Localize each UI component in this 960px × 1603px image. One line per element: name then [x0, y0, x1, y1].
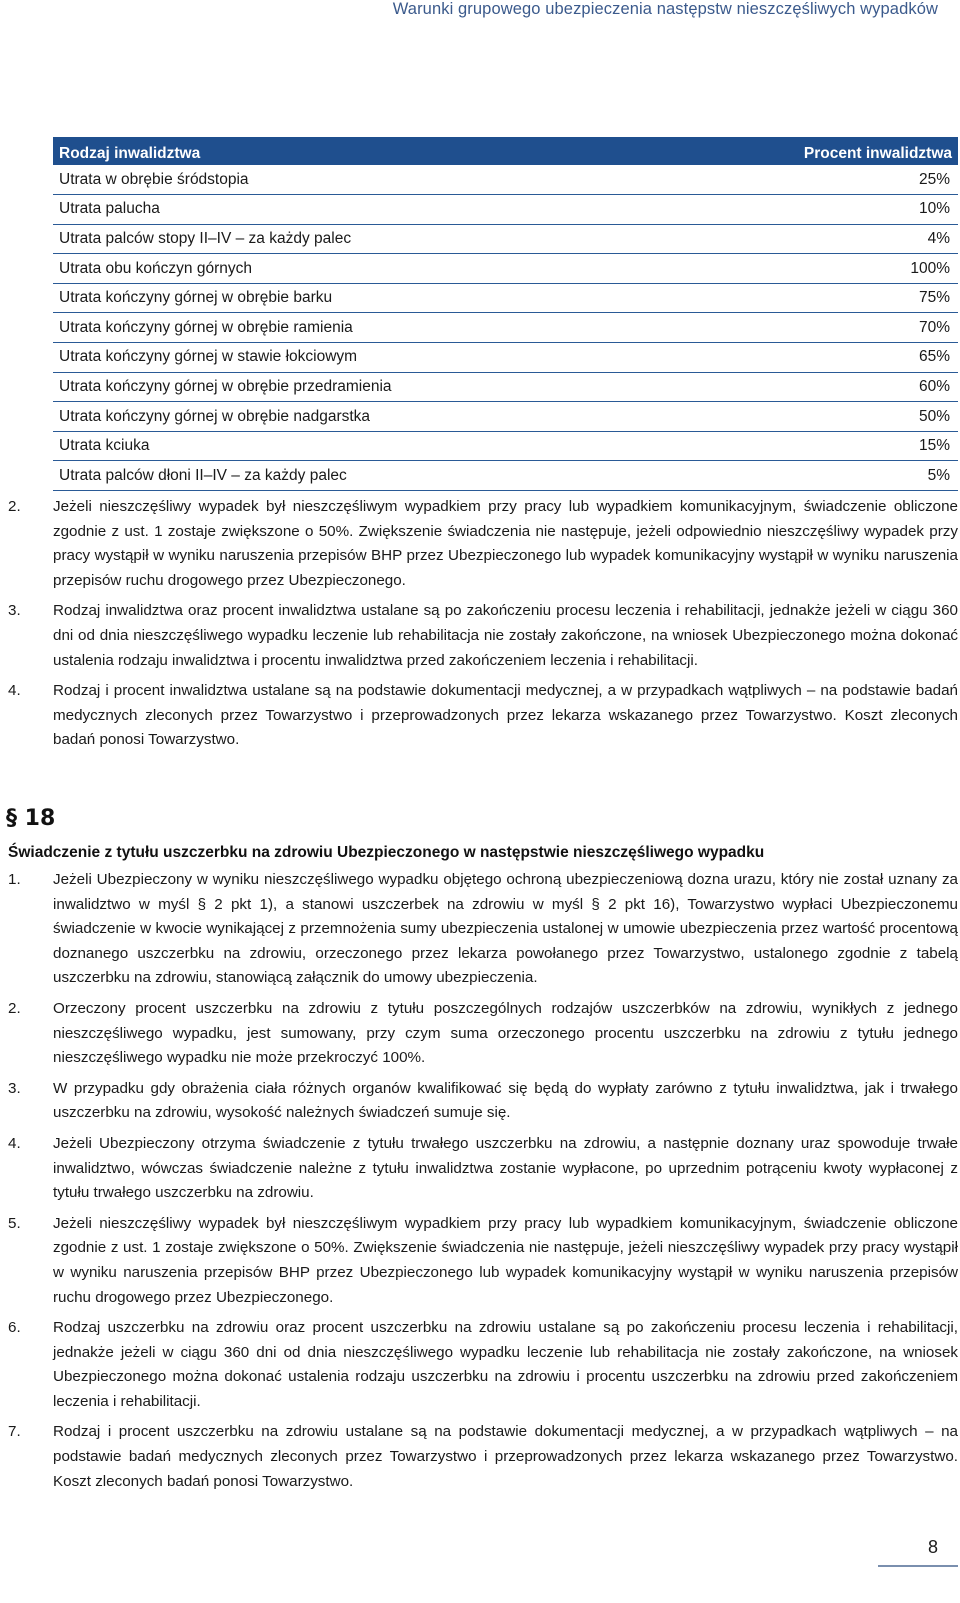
item-number: 2. — [8, 999, 21, 1017]
invalidity-percent-cell: 50% — [667, 402, 958, 432]
list-item — [8, 679, 958, 753]
table-row — [53, 195, 958, 225]
invalidity-type-cell: Utrata palucha — [53, 195, 667, 225]
item-text: Rodzaj i procent uszczerbku na zdrowiu ustalane są na podstawie dokumentacji medycznej, a w przypadkach wątpliwych – na podstawie badań medycznych zleconych przez Towarzystwo i przeprowadzonych przez lekarza wskazanego przez Towarzystwo. Koszt zleconych badań ponosi Towarzystwo. — [53, 1423, 958, 1490]
item-number: 5. — [8, 1214, 21, 1232]
item-text: Jeżeli Ubezpieczony w wyniku nieszczęśliwego wypadku objętego ochroną ubezpieczeniową dozna urazu, który nie został uznany za inwalidztwo w myśl § 2 pkt 1), a stanowi uszczerbek na zdrowiu w myśl § 2 pkt 16), Towarzystwo wypłaci Ubezpieczonemu świadczenie w kwocie wynikającej z przemnożenia sumy ubezpieczenia ustalonej w umowie ubezpieczenia przez wartość procentową doznanego uszczerbku na zdrowiu, orzeczonego przez lekarza powołanego przez Towarzystwo, ustalonego zgodnie z tabelą uszczerbku na zdrowiu, stanowiącą załącznik do umowy ubezpieczenia. — [53, 871, 958, 987]
table-row — [53, 224, 958, 254]
list-item — [8, 1212, 958, 1310]
invalidity-percent-cell: 4% — [667, 224, 958, 254]
item-number: 3. — [8, 602, 21, 620]
item-number: 6. — [8, 1319, 21, 1337]
item-number: 3. — [8, 1079, 21, 1097]
list-item — [8, 868, 958, 991]
table-row — [53, 402, 958, 432]
section-mark: § 18 — [6, 806, 56, 831]
invalidity-type-cell: Utrata kończyny górnej w obrębie nadgarstka — [53, 402, 667, 432]
table-row — [53, 313, 958, 343]
table-row — [53, 343, 958, 373]
table-row — [53, 165, 958, 195]
page-number: 8 — [927, 1537, 938, 1557]
table-row — [53, 283, 958, 313]
invalidity-percent-cell: 60% — [667, 372, 958, 402]
invalidity-percent-cell: 25% — [667, 165, 958, 195]
list-item — [8, 599, 958, 673]
invalidity-type-cell: Utrata kończyny górnej w obrębie ramienia — [53, 313, 667, 343]
table-header-row — [53, 137, 958, 165]
table-row — [53, 431, 958, 461]
invalidity-percent-cell: 15% — [667, 431, 958, 461]
list-item — [8, 1420, 958, 1494]
invalidity-table — [53, 137, 958, 491]
running-header: Warunki grupowego ubezpieczenia następstw nieszczęśliwych wypadków — [392, 0, 938, 18]
table-row — [53, 461, 958, 491]
invalidity-type-cell: Utrata kończyny górnej w obrębie barku — [53, 283, 667, 313]
item-text: Orzeczony procent uszczerbku na zdrowiu z tytułu poszczególnych rodzajów uszczerbków na zdrowiu, wynikłych z jednego nieszczęśliwego wypadku, jest sumowany, przy czym suma orzeczonego procentu uszczerbku na zdrowiu z tytułu jednego nieszczęśliwego wypadku nie może przekroczyć 100%. — [53, 999, 958, 1067]
item-text: W przypadku gdy obrażenia ciała różnych organów kwalifikować się będą do wypłaty zarówno z tytułu inwalidztwa, jak i trwałego uszczerbku na zdrowiu, wysokość należnych świadczeń sumuje się. — [53, 1079, 958, 1122]
list-item — [8, 1316, 958, 1414]
invalidity-percent-cell: 5% — [667, 461, 958, 491]
page-number-rule — [878, 1565, 958, 1567]
invalidity-type-cell: Utrata kciuka — [53, 431, 667, 461]
item-text: Rodzaj inwalidztwa oraz procent inwalidztwa ustalane są po zakończeniu procesu leczenia i rehabilitacji, jednakże jeżeli w ciągu 360 dni od dnia nieszczęśliwego wypadku leczenie lub rehabilitacja nie zostały zakończone, na wniosek Ubezpieczonego można dokonać ustalenia rodzaju inwalidztwa i procentu inwalidztwa przed zakończeniem leczenia i rehabilitacji. — [53, 602, 958, 669]
item-text: Rodzaj i procent inwalidztwa ustalane są na podstawie dokumentacji medycznej, a w przypadkach wątpliwych – na podstawie badań medycznych zleconych przez Towarzystwo i przeprowadzonych przez lekarza wskazanego przez Towarzystwo. Koszt zleconych badań ponosi Towarzystwo. — [53, 682, 958, 749]
invalidity-percent-cell: 70% — [667, 313, 958, 343]
list-item — [8, 1077, 958, 1126]
invalidity-percent-cell: 75% — [667, 283, 958, 313]
invalidity-type-cell: Utrata kończyny górnej w stawie łokciowym — [53, 343, 667, 373]
invalidity-percent-cell: 65% — [667, 343, 958, 373]
item-number: 4. — [8, 682, 21, 700]
paragraph-list-s17 — [8, 495, 958, 759]
invalidity-percent-cell: 100% — [667, 254, 958, 284]
column-header-type: Rodzaj inwalidztwa — [53, 137, 667, 165]
table-row — [53, 254, 958, 284]
item-number: 4. — [8, 1134, 21, 1152]
invalidity-type-cell: Utrata w obrębie śródstopia — [53, 165, 667, 195]
invalidity-type-cell: Utrata palców dłoni II–IV – za każdy palec — [53, 461, 667, 491]
list-item — [8, 997, 958, 1071]
item-number: 2. — [8, 498, 21, 515]
section-title: Świadczenie z tytułu uszczerbku na zdrowiu Ubezpieczonego w następstwie nieszczęśliwego wypadku — [8, 844, 765, 861]
item-text: Jeżeli nieszczęśliwy wypadek był nieszczęśliwym wypadkiem przy pracy lub wypadkiem komunikacyjnym, świadczenie obliczone zgodnie z ust. 1 zostaje zwiększone o 50%. Zwiększenie świadczenia nie następuje, jeżeli odpowiednio nieszczęśliwy wypadek przy pracy wystąpił w wyniku naruszenia przepisów BHP przez Ubezpieczonego lub wypadek komunikacyjny wystąpił w wyniku naruszenia przepisów ruchu drogowego przez Ubezpieczonego. — [53, 498, 958, 589]
list-item — [8, 495, 958, 593]
invalidity-type-cell: Utrata obu kończyn górnych — [53, 254, 667, 284]
column-header-percent: Procent inwalidztwa — [667, 137, 958, 165]
paragraph-list-s18 — [8, 868, 958, 1500]
item-text: Jeżeli Ubezpieczony otrzyma świadczenie z tytułu trwałego uszczerbku na zdrowiu, a następnie doznany uraz spowoduje trwałe inwalidztwo, wówczas świadczenie należne z tytułu inwalidztwa zostanie wypłacone, po uprzednim potrąceniu kwoty wypłaconej z tytułu trwałego uszczerbku na zdrowiu. — [53, 1134, 958, 1202]
item-text: Rodzaj uszczerbku na zdrowiu oraz procent uszczerbku na zdrowiu ustalane są po zakończeniu procesu leczenia i rehabilitacji, jednakże jeżeli w ciągu 360 dni od dnia nieszczęśliwego wypadku leczenie lub rehabilitacja nie zostały zakończone, na wniosek Ubezpieczonego można dokonać ustalenia rodzaju uszczerbku na zdrowiu i procentu uszczerbku na zdrowiu przed zakończeniem leczenia i rehabilitacji. — [53, 1319, 958, 1410]
item-text: Jeżeli nieszczęśliwy wypadek był nieszczęśliwym wypadkiem przy pracy lub wypadkiem komunikacyjnym, świadczenie obliczone zgodnie z ust. 1 zostaje zwiększone o 50%. Zwiększenie świadczenia nie następuje, jeżeli nieszczęśliwy wypadek przy pracy wystąpił w wyniku naruszenia przepisów BHP przez Ubezpieczonego lub wypadek komunikacyjny wystąpił w wyniku naruszenia przepisów ruchu drogowego przez Ubezpieczonego. — [53, 1214, 958, 1306]
invalidity-type-cell: Utrata kończyny górnej w obrębie przedramienia — [53, 372, 667, 402]
invalidity-percent-cell: 10% — [667, 195, 958, 225]
item-number: 7. — [8, 1423, 21, 1441]
item-number: 1. — [8, 871, 21, 888]
table-row — [53, 372, 958, 402]
list-item — [8, 1132, 958, 1206]
invalidity-type-cell: Utrata palców stopy II–IV – za każdy palec — [53, 224, 667, 254]
